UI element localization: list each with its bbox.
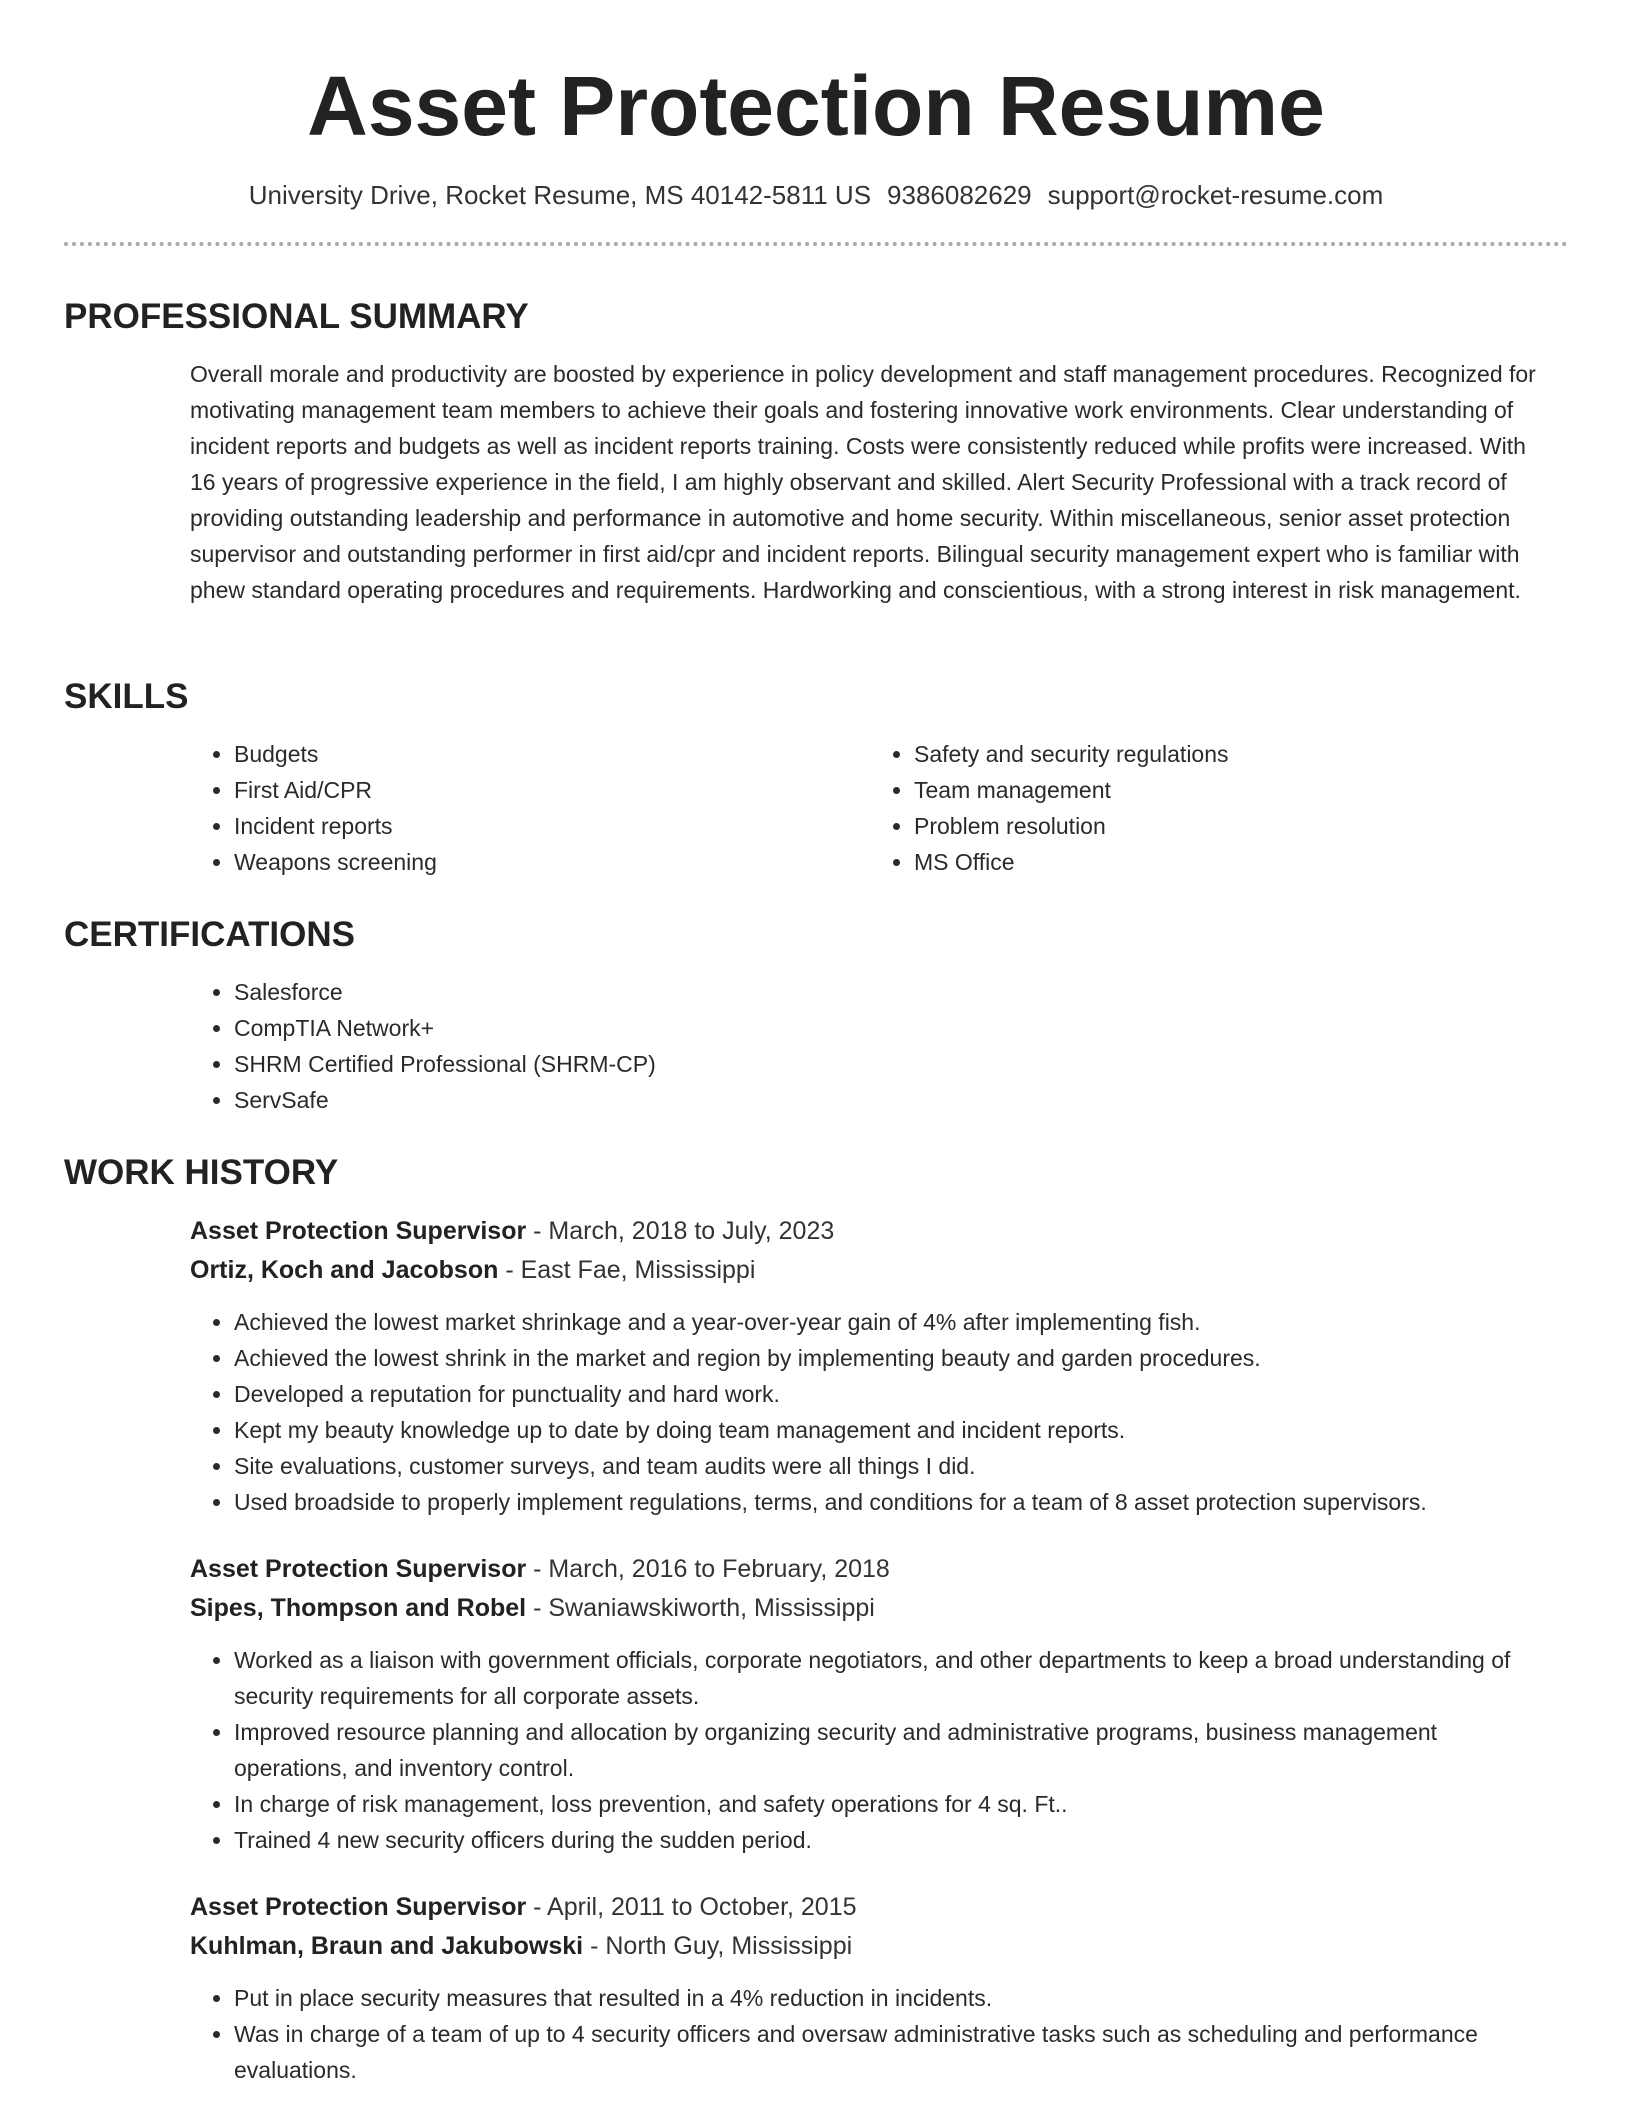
- certification-item: • ServSafe: [234, 1082, 1568, 1118]
- job-bullets: [64, 1980, 1568, 2088]
- job-bullet: • Developed a reputation for punctuality and hard work.: [234, 1376, 1568, 1412]
- job-entry: [64, 1888, 1568, 2088]
- skills-heading: SKILLS: [64, 677, 189, 716]
- job-bullet: • Improved resource planning and allocation by organizing security and administrative programs, business management operations, and inventory control.: [234, 1714, 1568, 1786]
- job-role: Asset Protection Supervisor: [190, 1555, 527, 1583]
- summary-section: [64, 296, 1568, 608]
- header-divider: [64, 242, 1568, 246]
- work-history-section: [64, 1152, 1568, 2088]
- contact-email: support@rocket-resume.com: [1047, 180, 1384, 210]
- skill-item: • Problem resolution: [914, 808, 1474, 844]
- job-bullet: • Worked as a liaison with government officials, corporate negotiators, and other departments to keep a broad understanding of security requirements for all corporate assets.: [234, 1642, 1568, 1714]
- certification-item: • SHRM Certified Professional (SHRM-CP): [234, 1046, 1568, 1082]
- job-bullet: • Used broadside to properly implement regulations, terms, and conditions for a team of 8 asset protection supervisors.: [234, 1484, 1568, 1520]
- job-bullet: • Put in place security measures that resulted in a 4% reduction in incidents.: [234, 1980, 1568, 2016]
- resume-title: Asset Protection Resume: [307, 59, 1325, 153]
- certifications-heading: CERTIFICATIONS: [64, 915, 356, 954]
- job-dates: - March, 2018 to July, 2023: [526, 1217, 835, 1245]
- contact-phone: 9386082629: [887, 180, 1032, 210]
- skill-item: • Weapons screening: [234, 844, 744, 880]
- summary-text: Overall morale and productivity are boosted by experience in policy development and staff management procedures. Recognized for motivating management team members to achieve their goals and fostering innovative work environments. Clear understanding of incident reports and budgets as well as incident reports training. Costs were consistently reduced while profits were increased. With 16 years of progressive experience in the field, I am highly observant and skilled. Alert Security Professional with a track record of providing outstanding leadership and performance in automotive and home security. Within miscellaneous, senior asset protection supervisor and outstanding performer in first aid/cpr and incident reports. Bilingual security management expert who is familiar with phew standard operating procedures and requirements. Hardworking and conscientious, with a strong interest in risk management.: [190, 361, 1536, 603]
- job-bullet: • Kept my beauty knowledge up to date by doing team management and incident reports.: [234, 1412, 1568, 1448]
- resume-page: [64, 0, 1568, 2083]
- job-title-line: [190, 1550, 1568, 1589]
- job-dates: - March, 2016 to February, 2018: [526, 1555, 890, 1583]
- job-bullet: • Site evaluations, customer surveys, and team audits were all things I did.: [234, 1448, 1568, 1484]
- job-bullet: • Was in charge of a team of up to 4 security officers and oversaw administrative tasks such as scheduling and performance evaluations.: [234, 2016, 1568, 2088]
- job-role: Asset Protection Supervisor: [190, 1217, 527, 1245]
- skill-item: • Safety and security regulations: [914, 736, 1474, 772]
- contact-line: [64, 178, 1568, 212]
- job-location: - East Fae, Mississippi: [498, 1256, 756, 1284]
- job-company: Sipes, Thompson and Robel: [190, 1594, 527, 1622]
- skill-item: • First Aid/CPR: [234, 772, 744, 808]
- job-bullets: [64, 1642, 1568, 1858]
- job-company: Kuhlman, Braun and Jakubowski: [190, 1932, 584, 1960]
- summary-heading: PROFESSIONAL SUMMARY: [64, 297, 529, 336]
- job-bullets: [64, 1304, 1568, 1520]
- job-company: Ortiz, Koch and Jacobson: [190, 1256, 499, 1284]
- job-bullet: • In charge of risk management, loss prevention, and safety operations for 4 sq. Ft..: [234, 1786, 1568, 1822]
- certifications-list: [64, 974, 1568, 1118]
- job-location: - North Guy, Mississippi: [583, 1932, 853, 1960]
- skill-item: • Budgets: [234, 736, 744, 772]
- job-entry: [64, 1550, 1568, 1858]
- job-title-line: [190, 1212, 1568, 1251]
- job-company-line: [190, 1251, 1568, 1290]
- job-role: Asset Protection Supervisor: [190, 1893, 527, 1921]
- job-bullet: • Trained 4 new security officers during the sudden period.: [234, 1822, 1568, 1858]
- certification-item: • CompTIA Network+: [234, 1010, 1568, 1046]
- job-entry: [64, 1212, 1568, 1520]
- job-bullet: • Achieved the lowest market shrinkage and a year-over-year gain of 4% after implementing fish.: [234, 1304, 1568, 1340]
- job-location: - Swaniawskiworth, Mississippi: [526, 1594, 875, 1622]
- skills-grid: [64, 736, 1568, 880]
- skills-list-left: [64, 736, 744, 880]
- certifications-section: [64, 914, 1568, 1118]
- job-bullet: • Achieved the lowest shrink in the market and region by implementing beauty and garden procedures.: [234, 1340, 1568, 1376]
- job-company-line: [190, 1589, 1568, 1628]
- work-history-heading: WORK HISTORY: [64, 1153, 339, 1192]
- skill-item: • Incident reports: [234, 808, 744, 844]
- skill-item: • MS Office: [914, 844, 1474, 880]
- skill-item: • Team management: [914, 772, 1474, 808]
- job-dates: - April, 2011 to October, 2015: [526, 1893, 857, 1921]
- certification-item: • Salesforce: [234, 974, 1568, 1010]
- contact-address: University Drive, Rocket Resume, MS 40142-5811 US: [248, 180, 872, 210]
- job-company-line: [190, 1927, 1568, 1966]
- job-title-line: [190, 1888, 1568, 1927]
- skills-section: [64, 676, 1568, 880]
- skills-list-right: [744, 736, 1474, 880]
